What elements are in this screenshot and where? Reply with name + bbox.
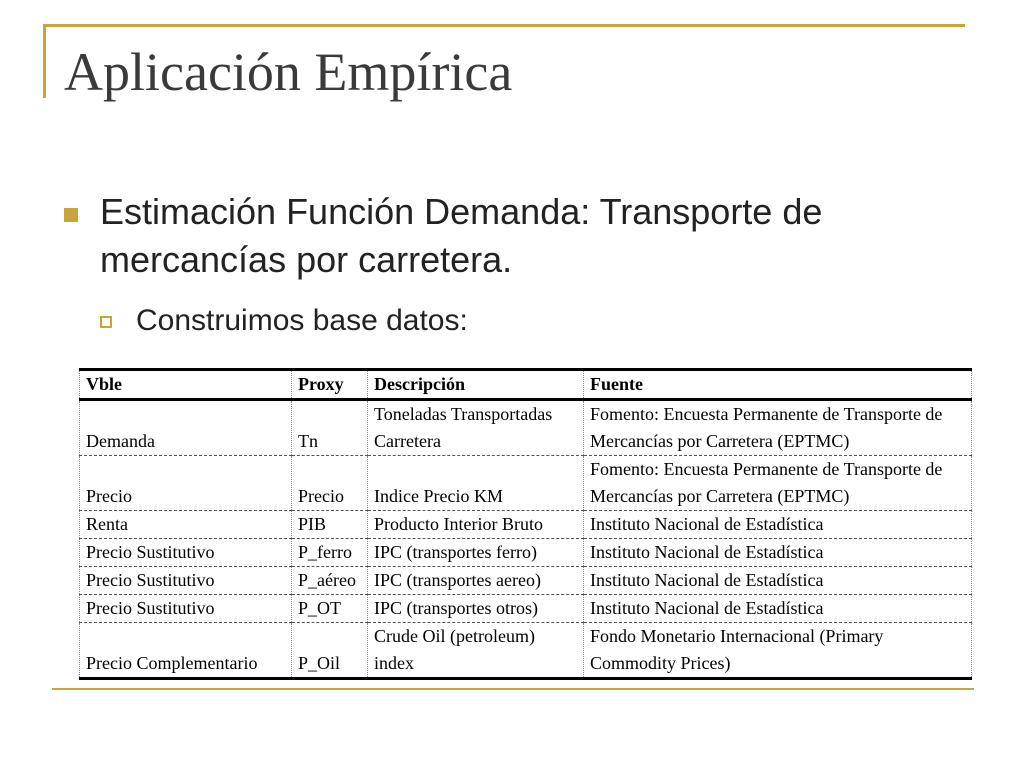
cell-fuente: Fomento: Encuesta Permanente de Transporte de Mercancías por Carretera (EPTMC) xyxy=(584,456,972,511)
table-row xyxy=(80,456,972,511)
header-fuente: Fuente xyxy=(584,370,972,400)
table-row xyxy=(80,511,972,539)
cell-fuente: Instituto Nacional de Estadística xyxy=(584,511,972,539)
cell-proxy: P_aéreo xyxy=(292,567,368,595)
bullet-level-1-text: Estimación Función Demanda: Transporte de mercancías por carretera. xyxy=(100,191,823,280)
table-row xyxy=(80,567,972,595)
frame-top-line xyxy=(43,24,965,27)
cell-vble: Precio Sustitutivo xyxy=(80,595,292,623)
cell-proxy: Tn xyxy=(292,400,368,456)
cell-descripcion: Producto Interior Bruto xyxy=(368,511,584,539)
header-vble: Vble xyxy=(80,370,292,400)
cell-proxy: P_OT xyxy=(292,595,368,623)
cell-fuente: Fomento: Encuesta Permanente de Transporte de Mercancías por Carretera (EPTMC) xyxy=(584,400,972,456)
cell-proxy: P_ferro xyxy=(292,539,368,567)
cell-proxy: PIB xyxy=(292,511,368,539)
cell-vble: Precio Sustitutivo xyxy=(80,539,292,567)
cell-vble: Precio Sustitutivo xyxy=(80,567,292,595)
variables-table xyxy=(79,368,972,680)
slide-title: Aplicación Empírica xyxy=(64,42,513,102)
cell-vble: Precio xyxy=(80,456,292,511)
cell-proxy: Precio xyxy=(292,456,368,511)
table-row xyxy=(80,400,972,456)
table-header-row xyxy=(80,370,972,400)
cell-fuente: Instituto Nacional de Estadística xyxy=(584,539,972,567)
cell-descripcion: Toneladas Transportadas Carretera xyxy=(368,400,584,456)
cell-descripcion: IPC (transportes aereo) xyxy=(368,567,584,595)
frame-bottom-line xyxy=(52,688,974,690)
cell-fuente: Fondo Monetario Internacional (Primary Commodity Prices) xyxy=(584,623,972,679)
table-row xyxy=(80,539,972,567)
cell-fuente: Instituto Nacional de Estadística xyxy=(584,595,972,623)
header-proxy: Proxy xyxy=(292,370,368,400)
cell-vble: Precio Complementario xyxy=(80,623,292,679)
cell-descripcion: IPC (transportes ferro) xyxy=(368,539,584,567)
cell-descripcion: IPC (transportes otros) xyxy=(368,595,584,623)
cell-descripcion: Indice Precio KM xyxy=(368,456,584,511)
cell-proxy: P_Oil xyxy=(292,623,368,679)
hollow-square-bullet-icon xyxy=(100,316,112,328)
cell-vble: Demanda xyxy=(80,400,292,456)
table-row xyxy=(80,595,972,623)
cell-descripcion: Crude Oil (petroleum) index xyxy=(368,623,584,679)
cell-vble: Renta xyxy=(80,511,292,539)
cell-fuente: Instituto Nacional de Estadística xyxy=(584,567,972,595)
frame-left-line xyxy=(43,24,46,98)
table-row xyxy=(80,623,972,679)
bullet-level-2-text: Construimos base datos: xyxy=(136,304,468,337)
square-bullet-icon xyxy=(64,208,78,222)
header-descripcion: Descripción xyxy=(368,370,584,400)
